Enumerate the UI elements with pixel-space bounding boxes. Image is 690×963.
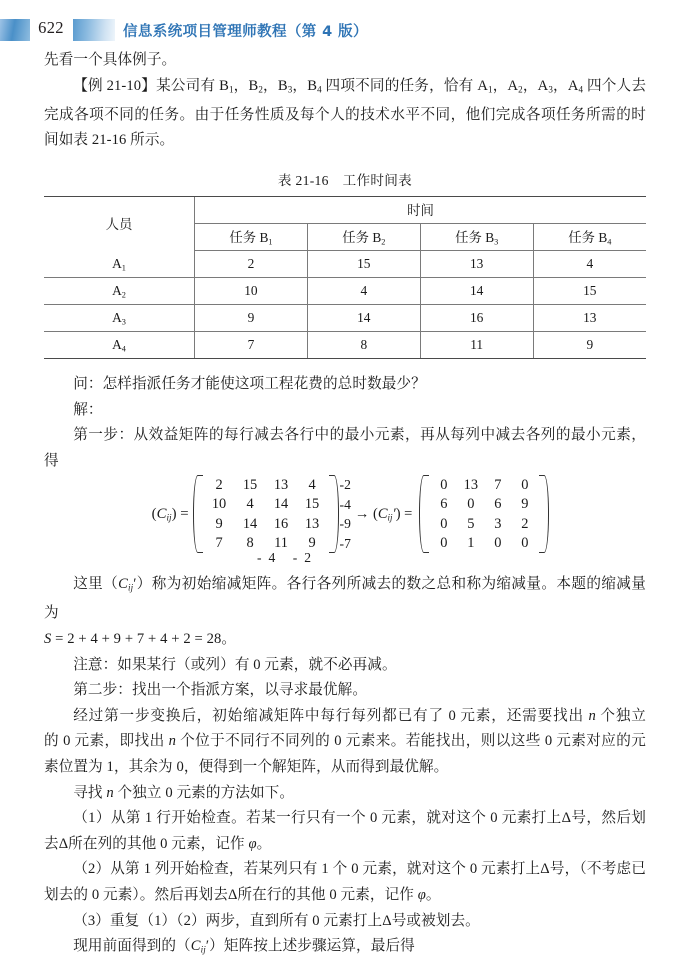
matrix-cell: 5: [467, 515, 475, 532]
header-task-2: 任务 $B_2$: [307, 223, 420, 250]
cell: 15: [307, 250, 420, 277]
cell: 9: [195, 304, 308, 331]
cell: 2: [195, 250, 308, 277]
table-header-row-1: [44, 196, 646, 223]
matrix-label-cij: $(C_{ij})$ =: [151, 505, 189, 523]
after-matrix-paragraph: 这里$(C_{ij}')$称为初始缩减矩阵。各行各列所减去的数之总和称为缩减量。本题的缩减量为: [44, 576, 646, 622]
rule-1: （1）从第 1 行开始检查。若某一行只有一个 0 元素，就对这个 0 元素打上Δ号，然后划去Δ所在列的其他 0 元素，记作 φ。: [44, 810, 646, 852]
matrix-original-paren: [204, 475, 328, 553]
row-label: $A_3$: [44, 304, 195, 331]
row-subtraction: -2: [339, 477, 351, 493]
table-caption: 表 21-16 工作时间表: [277, 172, 413, 188]
cell: 14: [307, 304, 420, 331]
matrix-cell: 4: [246, 496, 254, 513]
matrix-reduced-paren: [430, 475, 538, 553]
question-paragraph: 问：怎样指派任务才能使这项工程花费的总时数最少？: [73, 375, 426, 392]
matrix-cell: 1: [467, 535, 475, 552]
matrix-cell: 15: [242, 476, 258, 493]
matrix-original-grid: [204, 475, 328, 553]
matrix-cell: 8: [246, 535, 254, 552]
cell: 8: [307, 331, 420, 358]
reduction-sum: S = 2 + 4 + 9 + 7 + 4 + 2 = 28。: [44, 631, 237, 647]
matrix-cell: 0: [521, 476, 529, 493]
page-content: [44, 0, 646, 963]
step2-label: 第二步：找出一个指派方案，以寻求最优解。: [73, 682, 368, 699]
cell: 11: [420, 331, 533, 358]
cell: 13: [420, 250, 533, 277]
matrix-cell: 6: [494, 496, 502, 513]
matrix-cell: 0: [521, 535, 529, 552]
header-task-4: 任务 $B_4$: [533, 223, 646, 250]
matrix-cell: 6: [440, 496, 448, 513]
page-number: 622: [38, 18, 64, 37]
cell: 4: [533, 250, 646, 277]
row-label: $A_2$: [44, 277, 195, 304]
cell: 7: [195, 331, 308, 358]
table-row: [44, 250, 646, 277]
matrix-reduced-grid: [430, 475, 538, 553]
matrix-cell: 0: [440, 476, 448, 493]
matrix-cell: 9: [215, 515, 223, 532]
final-paragraph: 现用前面得到的$(C_{ij}')$矩阵按上述步骤运算，最后得: [73, 938, 415, 955]
matrix-cell: 7: [494, 476, 502, 493]
cell: 15: [533, 277, 646, 304]
matrix-equation: [44, 474, 646, 570]
header-decoration-left: [0, 19, 30, 41]
find-method-line: 寻找 n 个独立 0 元素的方法如下。: [73, 784, 295, 801]
book-title: 信息系统项目管理师教程（第 4 版）: [123, 24, 368, 40]
matrix-cell: 13: [304, 515, 320, 532]
matrix-arrow-label: → $(C_{ij}')$ =: [354, 505, 413, 523]
matrix-cell: 0: [494, 535, 502, 552]
matrix-cell: 9: [308, 535, 316, 552]
matrix-cell: 0: [440, 535, 448, 552]
matrix-cell: 16: [273, 515, 289, 532]
header-staff: 人员: [44, 196, 195, 250]
row-subtraction: -4: [339, 496, 351, 512]
table-row: [44, 331, 646, 358]
step1-paragraph: 第一步：从效益矩阵的每行减去各行中的最小元素，再从每列中减去各列的最小元素，得: [44, 427, 646, 469]
matrix-cell: 11: [274, 535, 288, 552]
matrix-cell: 7: [215, 535, 223, 552]
note-paragraph: 注意：如果某行（或列）有 0 元素，就不必再减。: [73, 656, 397, 673]
cell: 13: [533, 304, 646, 331]
solution-label: 解：: [73, 401, 103, 418]
column-subtractions: -4 -2: [257, 550, 319, 566]
cell: 14: [420, 277, 533, 304]
matrix-cell: 2: [215, 476, 223, 493]
matrix-cell: 14: [273, 496, 289, 513]
cell: 16: [420, 304, 533, 331]
intro-paragraph: 先看一个具体例子。: [44, 52, 177, 68]
matrix-cell: 10: [211, 496, 227, 513]
rule-3: （3）重复（1）（2）两步，直到所有 0 元素打上Δ号或被划去。: [73, 912, 480, 929]
cell: 10: [195, 277, 308, 304]
matrix-cell: 15: [304, 496, 320, 513]
matrix-cell: 0: [440, 515, 448, 532]
cell: 9: [533, 331, 646, 358]
matrix-cell: 13: [463, 476, 479, 493]
matrix-cell: 14: [242, 515, 258, 532]
work-time-table: [44, 196, 646, 359]
matrix-cell: 0: [467, 496, 475, 513]
row-subtractions: [340, 475, 351, 553]
matrix-cell: 9: [521, 496, 529, 513]
header-task-1: 任务 $B_1$: [195, 223, 308, 250]
matrix-cell: 4: [308, 476, 316, 493]
rule-2: （2）从第 1 列开始检查，若某列只有 1 个 0 元素，就对这个 0 元素打上Δ号，（不考虑已划去的 0 元素）。然后再划去Δ所在行的其他 0 元素，记作 φ。: [44, 861, 646, 903]
table-row: [44, 277, 646, 304]
example-paragraph: 【例 21-10】某公司有 $B_1$，$B_2$，$B_3$，$B_4$ 四项不同的任务，恰有 $A_1$，$A_2$，$A_3$，$A_4$ 四个人去完成各项不同的任务。由于任务性质及每个人的技术水平不同，他们完成各项任务所需的时间如表 21-16 所示。: [44, 77, 647, 149]
matrix-cell: 3: [494, 515, 502, 532]
step2-paragraph: 经过第一步变换后，初始缩减矩阵中每行每列都已有了 0 元素，还需要找出 n 个独立的 0 元素，即找出 n 个位于不同行不同列的 0 元素来。若能找出，则以这些 0 元素对应的元素位置为 1，其余为 0，便得到一个解矩阵，从而得到最优解。: [44, 707, 646, 775]
cell: 4: [307, 277, 420, 304]
matrix-cell: 2: [521, 515, 529, 532]
row-subtraction: -9: [339, 516, 351, 532]
row-subtraction: -7: [339, 535, 351, 551]
row-label: $A_4$: [44, 331, 195, 358]
header-task-3: 任务 $B_3$: [420, 223, 533, 250]
header-time: 时间: [195, 196, 647, 223]
row-label: $A_1$: [44, 250, 195, 277]
table-row: [44, 304, 646, 331]
matrix-cell: 13: [273, 476, 289, 493]
